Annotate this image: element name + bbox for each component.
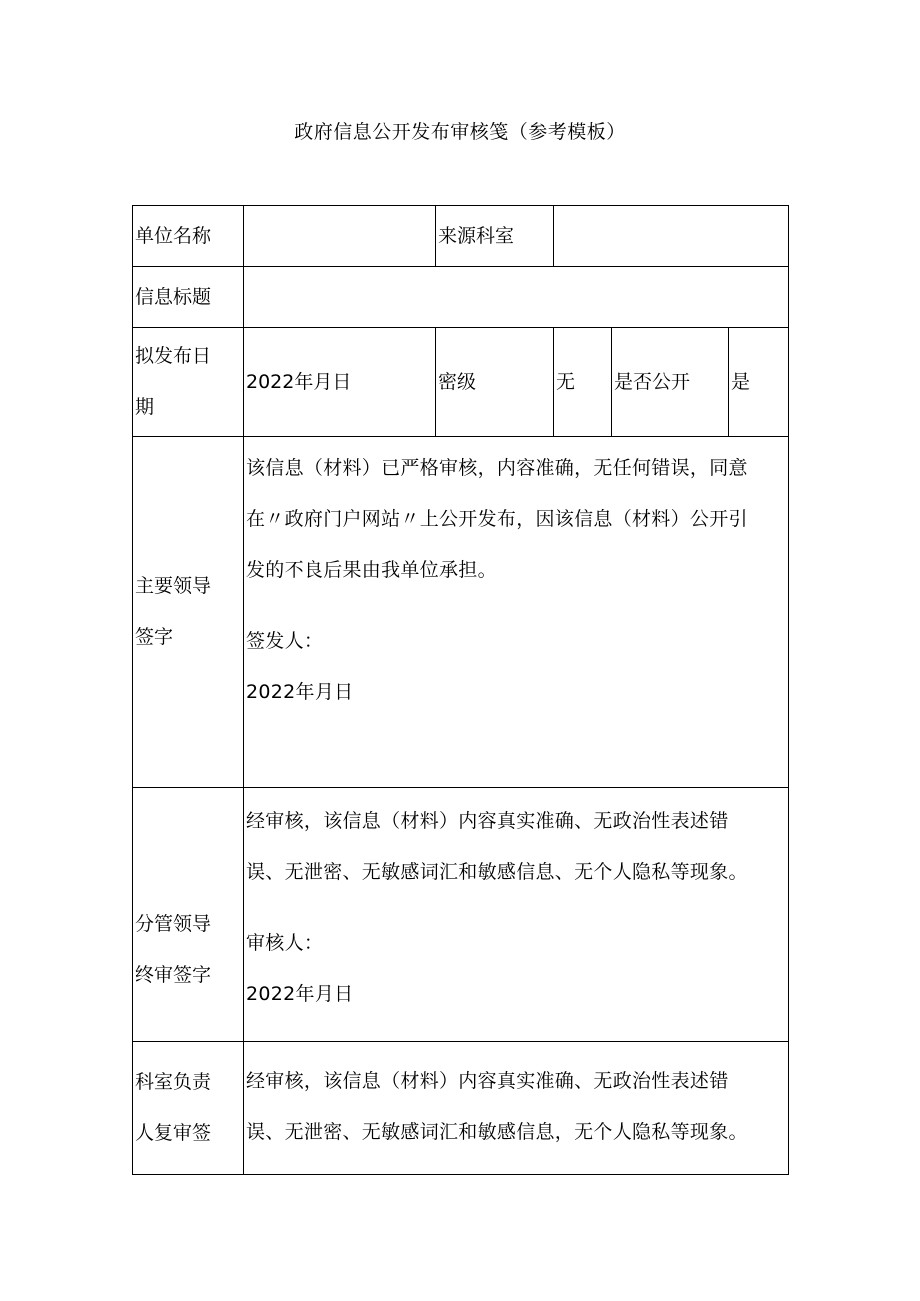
unit-name-label: 单位名称 bbox=[133, 206, 244, 267]
source-dept-label: 来源科室 bbox=[436, 206, 554, 267]
info-title-field[interactable] bbox=[244, 267, 789, 328]
publish-date-field[interactable]: 2022年月日 bbox=[244, 328, 436, 437]
secret-level-label: 密级 bbox=[436, 328, 554, 437]
publish-date-label bbox=[133, 328, 244, 437]
supervising-date: 2022年月日 bbox=[246, 983, 354, 1005]
is-public-label: 是否公开 bbox=[612, 328, 729, 437]
row-info-title bbox=[133, 267, 789, 328]
dept-head-statement-line1: 经审核，该信息（材料）内容真实准确、无政治性表述错 bbox=[246, 1070, 729, 1092]
publish-date-label-line2: 期 bbox=[135, 396, 155, 418]
dept-head-label bbox=[133, 1042, 244, 1175]
main-leader-statement-line2: 在〃政府门户网站〃上公开发布，因该信息（材料）公开引 bbox=[246, 508, 748, 530]
unit-name-field[interactable] bbox=[244, 206, 436, 267]
publish-date-label-line1: 拟发布日 bbox=[135, 345, 212, 367]
dept-head-content[interactable] bbox=[244, 1042, 789, 1175]
supervising-statement-line1: 经审核，该信息（材料）内容真实准确、无政治性表述错 bbox=[246, 810, 729, 832]
dept-head-label-line1: 科室负责 bbox=[135, 1071, 212, 1093]
is-public-field[interactable]: 是 bbox=[729, 328, 789, 437]
supervising-leader-label-line2: 终审签字 bbox=[135, 963, 212, 986]
supervising-statement-line2: 误、无泄密、无敏感词汇和敏感信息、无个人隐私等现象。 bbox=[246, 861, 748, 883]
supervising-leader-content[interactable] bbox=[244, 788, 789, 1042]
main-leader-label-line1: 主要领导 bbox=[135, 575, 212, 597]
secret-level-field[interactable]: 无 bbox=[554, 328, 612, 437]
row-dept-head bbox=[133, 1042, 789, 1175]
row-supervising-leader bbox=[133, 788, 789, 1042]
document-title: 政府信息公开发布审核笺（参考模板） bbox=[294, 121, 626, 143]
source-dept-field[interactable] bbox=[554, 206, 789, 267]
reviewer-label: 审核人： bbox=[246, 932, 324, 954]
dept-head-statement-line2: 误、无泄密、无敏感词汇和敏感信息，无个人隐私等现象。 bbox=[246, 1121, 748, 1143]
dept-head-label-line2: 人复审签 bbox=[135, 1122, 212, 1144]
row-unit bbox=[133, 206, 789, 267]
main-leader-statement-line3: 发的不良后果由我单位承担。 bbox=[246, 559, 497, 581]
signer-label: 签发人： bbox=[246, 630, 324, 652]
main-leader-label-line2: 签字 bbox=[135, 626, 174, 648]
main-leader-statement-line1: 该信息（材料）已严格审核，内容准确，无任何错误，同意 bbox=[246, 457, 748, 479]
row-main-leader bbox=[133, 437, 789, 788]
info-title-label: 信息标题 bbox=[133, 267, 244, 328]
supervising-leader-label bbox=[133, 788, 244, 1042]
main-leader-date: 2022年月日 bbox=[246, 681, 354, 703]
main-leader-label bbox=[133, 437, 244, 788]
supervising-leader-label-line1: 分管领导 bbox=[135, 912, 212, 935]
row-publish-date bbox=[133, 328, 789, 437]
review-form-table bbox=[132, 205, 789, 1175]
main-leader-content[interactable] bbox=[244, 437, 789, 788]
